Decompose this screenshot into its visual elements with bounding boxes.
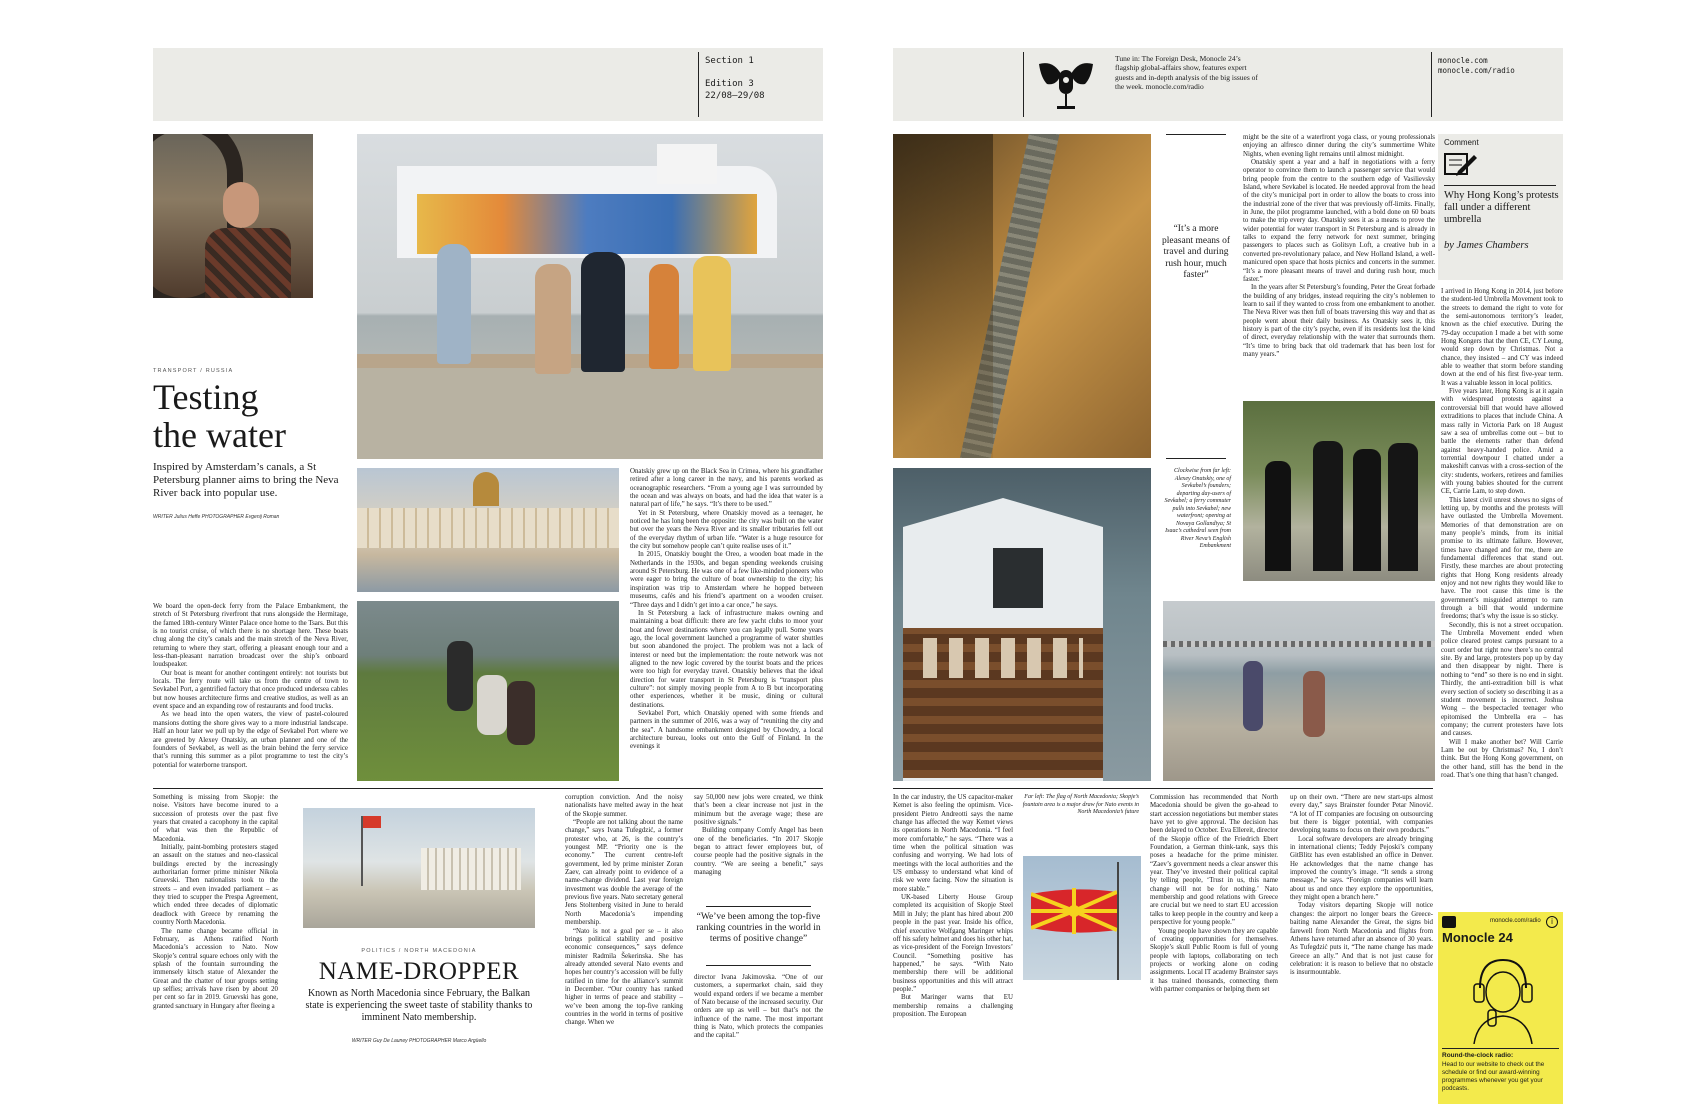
article-title-line1: Testing [153, 377, 259, 417]
right-page [893, 48, 1563, 1092]
macedonia-kicker: POLITICS / NORTH MACEDONIA [361, 948, 477, 954]
macedonia-column-1 [153, 794, 278, 1060]
macedonia-column-6 [1150, 794, 1278, 1060]
tune-in-text: Tune in: The Foreign Desk, Monocle 24’s flagship global-affairs show, features expert guests and in-depth analysis of the big issues of the week. monocle.com/radio [1115, 54, 1258, 91]
macedonia-column-7 [1290, 794, 1433, 1060]
article-kicker: TRANSPORT / RUSSIA [153, 368, 234, 374]
macedonia-column-3 [694, 794, 823, 877]
section-divider [153, 788, 823, 789]
paragraph: In 2015, Onatskiy bought the Oreo, a wooden boat made in the Netherlands in the 1930s, and began spending weekends cruising around St Petersburg. He was one of a few like-minded pioneers who were eager to bring the culture of boat ownership to the city; his inspiration was trip to Amsterdam where he hopped between museums, cafés and his friend’s apartment on a wooden cruiser. “Three days and I didn’t get into a car once,” he says. [630, 551, 823, 609]
macedonia-column-4 [694, 974, 823, 1060]
header-divider [1431, 52, 1432, 117]
ferry-pull-quote: “It’s a more pleasant means of travel and during rush hour, much faster” [1161, 224, 1231, 280]
edition-label: Edition 3 [705, 79, 754, 89]
paragraph: Initially, paint-bombing protesters staged an assault on the statues and neo-classical buildings erected by the increasingly authoritarian former prime minister Nikola Gruevski. Then nationalists took to the streets – and even invaded parliament – as they tried to scupper the Prespa Agreement, which ended three decades of diplomatic deadlock with Greece by renaming the country North Macedonia. [153, 844, 278, 927]
monocle24-heading: Round-the-clock radio: [1442, 1052, 1514, 1059]
pier-photo [893, 134, 1151, 458]
paragraph: “People are not talking about the name change,” says Ivana Tufegdzić, a former protester who, at 26, is the country’s youngest MP. “Priority one is the economy.” The current centre-left government, led by prime minister Zoran Zaev, can already point to evidence of a name-change dividend. Last year foreign investment was double the average of the previous five years. Nato secretary general Jens Stoltenberg visited in June to herald North Macedonia’s impending membership. [565, 819, 683, 927]
paragraph: say 50,000 new jobs were created, we think that’s been a clear increase not just in the minimum but the average wage; these are positive signals.” [694, 794, 823, 827]
pull-quote-rule-top [1166, 134, 1226, 135]
left-page [153, 48, 823, 1060]
paragraph: But Maringer warns that EU membership remains a challenging proposition. The European [893, 994, 1013, 1018]
pull-quote-rule-bottom [706, 965, 811, 966]
monocle24-rule [1442, 1048, 1559, 1049]
pull-quote-rule-bottom [1166, 458, 1226, 459]
macedonia-column-5 [893, 794, 1013, 1060]
paragraph: corruption conviction. And the noisy nationalists have melted away in the heat of the Skopje summer. [565, 794, 683, 818]
paragraph: Yet in St Petersburg, where Onatskiy moved as a teenager, he noticed he has long been the opposite: the city was built on the water but over the years the Neva River and its smaller tributaries fell out of the everyday rhythm of urban life. “Water is a huge resource for the city but somehow people can’t quite realise uses of it.” [630, 509, 823, 551]
monocle24-title: Monocle 24 [1442, 930, 1513, 945]
header-link-radio[interactable]: monocle.com/radio [1438, 66, 1515, 75]
macedonia-column-2 [565, 794, 683, 1060]
paragraph: Sevkabel Port, which Onatskiy opened with some friends and partners in the summer of 2016, was a way of “reuniting the city and the sea”. A handsome embankment designed by Chowdry, a local architecture bureau, looks out onto the Gulf of Finland. In the evenings it [630, 709, 823, 751]
article-standfirst: Inspired by Amsterdam’s canals, a St Petersburg planner aims to bring the Neva River back into popular use. [153, 461, 339, 499]
comment-label: Comment [1444, 138, 1479, 147]
header-link-monocle[interactable]: monocle.com [1438, 56, 1488, 65]
paragraph: Commission has recommended that North Macedonia should be given the go-ahead to start accession negotiations but member states have yet to give approval. The decision has been delayed to October. Eva Ellereit, director of the Skopje office of the Friedrich Ebert Foundation, a German think-tank, says this poses a headache for the prime minister. “Zaev’s government needs a clear answer this year. They’ve invested their political capital by telling people, ‘Trust in us, this name change will not be for nothing.’ Nato membership and good relations with Greece are crucial but we need to start EU accession talks to keep people in the country and keep a perspective for young people.” [1150, 794, 1278, 927]
comment-title: Why Hong Kong’s protests fall under a different umbrella [1444, 190, 1559, 225]
pencil-icon [1444, 151, 1478, 179]
ferry-deck-photo [893, 468, 1151, 781]
pull-quote-rule-top [706, 906, 811, 907]
paragraph: might be the site of a waterfront yoga class, or young professionals enjoying an alfresco dinner during the city’s summertime White Nights, when evening light remains until almost midnight. [1243, 134, 1435, 158]
paragraph: Onatskiy spent a year and a half in negotiations with a ferry operator to convince them to launch a passenger service that would bring people from the centre to the southern edge of Vasilievsky Island, where Sevkabel is located. He needed approval from the head of the city’s municipal port in order to allow the boats to cross into the industrial zone of the river that was previously off-limits. Finally, in June, the pilot programme launched, with a bold done on 60 boats to make the trip every day. Onatskiy sees it as a means to prove the wider potential for water transport in St Petersburg and is already in talks to expand the ferry network for next summer, bringing passengers to places such as Golitsyn Loft, a creative hub in a converted pre-revolutionary palace, and New Holland Island, a well-manicured open space that hosts picnics and concerts in the summer. “It’s a more pleasant means of travel and during rush hour, much faster.” [1243, 159, 1435, 283]
macedonia-byline: WRITER Guy De Launey PHOTOGRAPHER Marco Argüello [351, 1038, 487, 1044]
paragraph: As we head into the open waters, the view of pastel-coloured mansions dotting the shore gives way to a more industrial landscape. Half an hour later we pull up by the edge of Sevkabel Port where we are greeted by Alexey Onatskiy, an urban planner and one of the founders of Sevkabel, as well as the brain behind the ferry service that’s running this summer as a pilot programme to test the city’s potential for waterborne transport. [153, 711, 348, 769]
skopje-square-photo [303, 808, 535, 928]
sailors-photo [1243, 401, 1435, 581]
section-divider [893, 788, 1433, 789]
comment-byline: by James Chambers [1444, 240, 1529, 251]
paragraph: Young people have shown they are capable of creating opportunities for themselves. Skopje’s skull Public Room is full of young people with laptops, collaborating on tech projects or working alone on coding assignments. Local IT academy Brainster says it has trained thousands, connecting them with partner companies or helping them set [1150, 927, 1278, 993]
paragraph: Secondly, this is not a street occupation. The Umbrella Movement ended when police cleared protest camps pursuant to a court order but right now there’s no central site. By and large, protesters pop up by day and then disappear by night. There is nothing to “end” so there is no end in sight. Thirdly, the anti-extradition bill is what every section of society so describing it as a student movement is incorrect. Joshua Wong – the bespectacled teenager who epitomised the Umbrella era – has company; the current protesters have lots and causes. [1441, 621, 1563, 738]
paragraph: Our boat is meant for another contingent entirely: not tourists but locals. The ferry route will take us from the centre of town to Sevkabel Port, a gentrified factory that once produced undersea cables but now houses architecture firms and creative studios, as well as an event space and an expanding row of restaurants and food trucks. [153, 669, 348, 711]
paragraph: director Ivana Jakimovska. “One of our customers, a supermarket chain, said they would expand orders if we became a member of Nato because of the increased security. Our orders are up as well – but that’s not the influence of the name. The most important thing is Nato, which protects the companies and the capital.” [694, 974, 823, 1040]
paragraph: In the years after St Petersburg’s founding, Peter the Great forbade the building of any bridges, instead requiring the city’s noblemen to learn to sail if they wanted to cross from one embankment to another. The Neva River was then full of boats traversing this way and that as people went about their daily business. As Onatskiy sees it, this history is part of the city’s psyche, even if its residents lost the kind of direct, everyday relationship with the water that surrounds them. “It’s time to bring back that old trademark that has been lost for many years.” [1243, 284, 1435, 358]
article-column-1 [153, 603, 348, 770]
riverbank-photo [357, 601, 619, 781]
paragraph: Building company Comfy Angel has been one of the beneficiaries. “In 2017 Skopje began to attract fewer employees but, of course people had the positive signals in the country. “We are seeing a benefit,” says managing [694, 827, 823, 877]
flag-caption: Far left: The flag of North Macedonia; Skopje’s fountain area is a major draw for Nato events in North Macedonia’s future [1022, 794, 1139, 815]
macedonia-standfirst: Known as North Macedonia since February, the Balkan state is experiencing the sweet taste of stability thanks to imminent Nato membership. [305, 988, 533, 1023]
macedonia-pull-quote: “We’ve been among the top-five ranking countries in the world in terms of positive change” [696, 912, 821, 944]
radio-microphone-icon [1035, 54, 1097, 116]
paragraph: Five years later, Hong Kong is at it again with widespread protests against a controversial bill that would have allowed extraditions to places that include China. A mass rally in Victoria Park on 18 August saw a sea of umbrellas come out – but to battle the elements rather than defend against heavy-handed police. Amid a torrential downpour I chatted under a makeshift canvas with a cross-section of the city: students, workers, retirees and families with young babies shouted for the current CE, Carrie Lam, to step down. [1441, 388, 1563, 496]
ferry-photo [357, 134, 823, 459]
paragraph: UK-based Liberty House Group completed its acquisition of Skopje Steel Mill in July; the plant has hired about 200 people in the past year. Inside his office, chief executive Wolfgang Maringer whips off his safety helmet and does his other hat, as vice-president of the Foreign Investors’ Council. “Something positive has happened,” he says. “With Nato membership there will be additional business opportunities and this will attract people.” [893, 894, 1013, 993]
article-title-line2: the water [153, 415, 286, 455]
paragraph: In St Petersburg a lack of infrastructure makes owning and maintaining a boat difficult: there are few yacht clubs to moor your boat and fewer destinations where you can legally pull. Some years ago, the local government launched a programme of water shuttles but soon abandoned the project. The problem was not a lack of interest or need but the implementation: the route network was not aligned to the new logic covered by the tourist boats and the prices were too high for everyday travel. Onatskiy believes that the ideal direction for water transport in St Petersburg is “transport plus culture”: not simply moving people from A to B but incorporating other experiences, whether it be music, dining or cultural destinations. [630, 609, 823, 709]
paragraph: We board the open-deck ferry from the Palace Embankment, the stretch of St Petersburg riverfront that runs alongside the Hermitage, the famed 18th-century Winter Palace once home to the Tsars. But this is no tourist cruise, of which there is no shortage here. These boats chug along the city’s canals and the main stretch of the Neva River, returning to where they start, offering a pleasant enough tour and a less-than-pleasant narration broadcast over the ship’s onboard loudspeaker. [153, 603, 348, 669]
header-divider [698, 52, 699, 117]
paragraph: Something is missing from Skopje: the noise. Visitors have become inured to a succession of protests over the past five years that created a cacophony in the capital of what was then the Republic of Macedonia. [153, 794, 278, 843]
monocle24-box[interactable] [1438, 912, 1563, 1104]
embankment-photo [357, 468, 619, 592]
flag-photo [1023, 856, 1141, 980]
portrait-photo [153, 134, 313, 298]
paragraph: Local software developers are already bringing in international clients; Teddy Pejoski’s company GitBlitz has even established an office in Denver. He acknowledges that the name change has improved the country’s image. “It sends a strong message,” he says. “Foreign companies will learn about us and once they explore the opportunities, they might open a branch here.” [1290, 835, 1433, 902]
article-byline: WRITER Julius Heffe PHOTOGRAPHER Evgenij Roman [153, 514, 280, 520]
edition-dates: 22/08—29/08 [705, 91, 765, 101]
photo-caption: Clockwise from far left: Alexey Onatskiy, one of Sevkabel’s founders; departing day-users of Sevkabel; a ferry commuter pulls into Sevkabel; new waterfront; opening at Novaya Gollandiya; St Isaac’s cathedral seen from River Neva’s English Embankment [1164, 468, 1231, 549]
paragraph: This latest civil unrest shows no signs of letting up, by months and the protests will have outlasted the Umbrella Movement. Memories of that demonstration are on many people’s minds, from its initial promise to its ultimate failure. However, times have changed and for me, there are fundamental differences that stand out. Firstly, these marches are about protecting rights that Hong Kong residents already enjoy and not new rights they would like to have. The root cause this time is the government’s misguided attempt to ram through a bill that would undermine freedoms; that’s why the issue is so sticky. [1441, 496, 1563, 621]
paragraph: I arrived in Hong Kong in 2014, just before the student-led Umbrella Movement took to the streets to demand the right to vote for the semi-autonomous territory’s leader, known as the chief executive. During the 79-day occupation I made a bet with some Hong Kongers that the then CE, CY Leung, would step down by Christmas. Not a chance, they insisted – and CY was indeed able to weather that storm before standing down at the end of his first five-year term. It was a valuable lesson in local politics. [1441, 288, 1563, 387]
macedonia-title: NAME-DROPPER [318, 958, 520, 985]
paragraph: Will I make another bet? Will Carrie Lam be out by Christmas? No, I don’t think. But the Hong Kong government, on the other hand, still has the bend in the road. That’s one thing that hasn’t changed. [1441, 738, 1563, 779]
paragraph: In the car industry, the US capacitor-maker Kemet is also feeling the optimism. Vice-president Pietro Andreotti says the name change has affected the way Kemet views its operations in North Macedonia. “I feel more comfortable,” he says. “There was a time when the political situation was confusing and worrying. We had lots of meetings with the local authorities and the US embassy to understand what kind of risk we were facing. Now the situation is more stable.” [893, 794, 1013, 893]
monocle24-site[interactable]: monocle.com/radio [1490, 918, 1541, 924]
section-label: Section 1 [705, 56, 754, 66]
paragraph: up on their own. “There are new start-ups almost every day,” says Brainster founder Petar Ninović. “A lot of IT companies are focusing on outsourcing but there is bigger potential, with companies developing teams to focus on their own products.” [1290, 794, 1433, 835]
comment-rule [1444, 185, 1556, 186]
paragraph: “Nato is not a goal per se – it also brings political stability and positive economic consequences,” says defence minister Radmila Šekerinska. She has already attended several Nato events and hopes her country’s accession will be fully ratified in time for the alliance’s summit in December. “Our country has ranked higher in terms of peace and stability – we’ve been among the top-five ranking countries in the world in terms of positive change. When we [565, 927, 683, 1027]
paragraph: The name change became official in February, as Athens ratified North Macedonia’s accession to Nato. Now Skopje’s central square echoes only with the splash of the fountain surrounding the immensely kitsch statue of Alexander the Great and the chatter of tour groups setting up selfies; arrivals have risen by about 20 per cent so far in 2019. Gruevski has gone, granted sanctuary in Hungary after fleeing a [153, 927, 278, 1010]
paragraph: Today visitors departing Skopje will notice changes: the airport no longer bears the Greece-baiting name Alexander the Great, the signs bid farewell from North Macedonia and flights from Athens have returned after an absence of 30 years. As Tufegdzić puts it, “The name change has made Greece an ally.” And that is not just cause for celebration: it is reason to believe that no obstacle is insurmountable. [1290, 902, 1433, 977]
comment-body [1441, 288, 1563, 904]
header-divider [1023, 52, 1024, 117]
monocle24-text: Head to our website to check out the schedule or find our award-winning programmes whenever you get your podcasts. [1442, 1061, 1545, 1092]
radio-icon [1442, 916, 1456, 928]
info-icon[interactable]: i [1546, 916, 1558, 928]
headphones-listener-illustration [1458, 948, 1548, 1044]
waterfront-photo [1163, 601, 1435, 781]
article-column-2 [630, 468, 823, 781]
paragraph: Onatskiy grew up on the Black Sea in Crimea, where his grandfather retired after a long career in the navy, and his parents worked as oceanographic researchers. “From a young age I was surrounded by the ocean and was always on boats, and had the idea that water is a natural part of life,” he says. “It’s there to be used.” [630, 468, 823, 509]
